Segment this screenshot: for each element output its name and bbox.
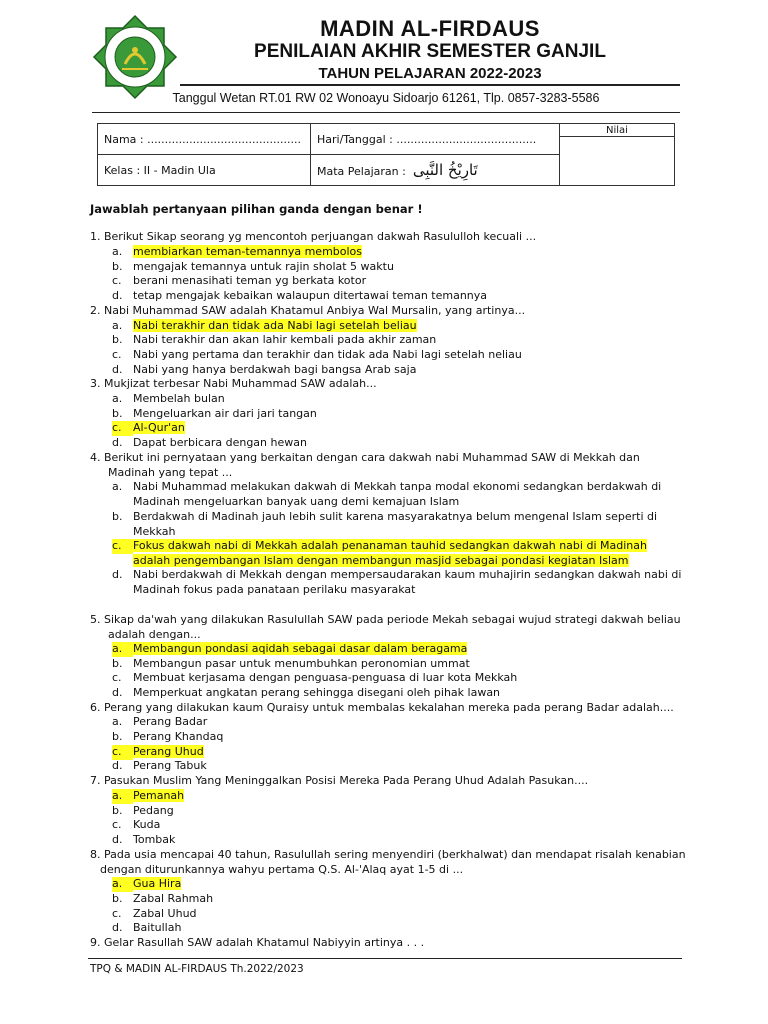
option-2b[interactable]: b. Nabi terakhir dan akan lahir kembali pada akhir zaman (112, 333, 437, 346)
nama-field[interactable]: Nama : ............................................ (104, 132, 301, 146)
kelas-cell (98, 155, 311, 186)
nama-cell[interactable] (98, 124, 311, 155)
question-2: 2. Nabi Muhammad SAW adalah Khatamul Anbiya Wal Mursalin, yang artinya... (90, 304, 526, 317)
hari-field[interactable]: Hari/Tanggal : ........................................ (317, 132, 537, 146)
question-5 (90, 613, 690, 642)
student-info-table (97, 123, 675, 186)
option-4c[interactable]: c. Fokus dakwah nabi di Mekkah adalah penanaman tauhid sedangkan dakwah nabi di Madinah adalah pengembangan Islam dengan membangun masjid sebagai pondasi kegiatan Islam (112, 539, 647, 567)
mapel-arabic: تَارِيْخُ النَّبِى (412, 161, 478, 179)
option-2c[interactable]: c. Nabi yang pertama dan terakhir dan tidak ada Nabi lagi setelah neliau (112, 348, 522, 361)
option-5c[interactable]: c. Membuat kerjasama dengan penguasa-penguasa di luar kota Mekkah (112, 671, 518, 684)
question-7: 7. Pasukan Muslim Yang Meninggalkan Posisi Mereka Pada Perang Uhud Adalah Pasukan.... (90, 774, 589, 787)
nilai-label: Nilai (560, 124, 675, 137)
option-7b[interactable]: b. Pedang (112, 804, 174, 817)
footer-text: TPQ & MADIN AL-FIRDAUS Th.2022/2023 (90, 963, 304, 975)
question-8-line2: dengan diturunkannya wahyu pertama Q.S. Al-'Alaq ayat 1-5 di ... (100, 862, 464, 876)
question-4 (90, 451, 690, 480)
option-3c[interactable]: c. Al-Qur'an (112, 421, 185, 434)
question-8-line1: 8. Pada usia mencapai 40 tahun, Rasulullah sering menyendiri (berkhalwat) dan mendapat risalah kenabian (90, 848, 686, 861)
question-4-line1: 4. Berikut ini pernyataan yang berkaitan dengan cara dakwah nabi Muhammad SAW di Mekkah dan (90, 451, 640, 464)
option-4d[interactable]: d. Nabi berdakwah di Mekkah dengan mempersaudarakan kaum muhajirin sedangkan dakwah nabi di Madinah fokus pada panataan perilaku masyarakat (112, 568, 682, 596)
mapel-cell (311, 155, 560, 186)
option-3d[interactable]: d. Dapat berbicara dengan hewan (112, 436, 307, 449)
option-8d[interactable]: d. Baitullah (112, 921, 182, 934)
option-6a[interactable]: a. Perang Badar (112, 715, 208, 728)
question-8 (90, 848, 690, 877)
footer-rule (88, 958, 682, 959)
option-7a[interactable]: a. Pemanah (112, 789, 185, 802)
option-8c[interactable]: c. Zabal Uhud (112, 907, 197, 920)
nilai-box[interactable] (560, 137, 675, 186)
question-3: 3. Mukjizat terbesar Nabi Muhammad SAW adalah... (90, 377, 377, 390)
option-8b[interactable]: b. Zabal Rahmah (112, 892, 214, 905)
option-2d[interactable]: d. Nabi yang hanya berdakwah bagi bangsa Arab saja (112, 363, 417, 376)
question-5-line1: 5. Sikap da'wah yang dilakukan Rasulullah SAW pada periode Mekah sebagai wujud strategi dakwah beliau (90, 613, 681, 626)
question-9: 9. Gelar Rasullah SAW adalah Khatamul Nabiyyin artinya . . . (90, 936, 425, 949)
question-6: 6. Perang yang dilakukan kaum Quraisy untuk membalas kekalahan mereka pada perang Badar adalah.... (90, 701, 674, 714)
kelas-label: Kelas : II - Madin Ula (104, 163, 216, 177)
option-3a[interactable]: a. Membelah bulan (112, 392, 225, 405)
option-4b[interactable]: b. Berdakwah di Madinah jauh lebih sulit karena masyarakatnya belum mengenal Islam seperti di Mekkah (112, 510, 658, 538)
option-5a[interactable]: a. Membangun pondasi aqidah sebagai dasar dalam beragama (112, 642, 468, 655)
address-rule (92, 112, 680, 113)
school-logo (92, 14, 178, 100)
question-5-line2: adalah dengan... (108, 627, 201, 641)
school-name: MADIN AL-FIRDAUS (320, 16, 540, 41)
school-address: Tanggul Wetan RT.01 RW 02 Wonoayu Sidoarjo 61261, Tlp. 0857-3283-5586 (172, 91, 600, 105)
option-6c[interactable]: c. Perang Uhud (112, 745, 204, 758)
exam-title: PENILAIAN AKHIR SEMESTER GANJIL (254, 41, 606, 62)
instruction-text: Jawablah pertanyaan pilihan ganda dengan benar ! (90, 202, 423, 216)
option-6d[interactable]: d. Perang Tabuk (112, 759, 207, 772)
hari-cell[interactable] (311, 124, 560, 155)
mapel-label: Mata Pelajaran : (317, 165, 406, 178)
option-1a[interactable]: a. membiarkan teman-temannya membolos (112, 245, 363, 258)
option-7c[interactable]: c. Kuda (112, 818, 161, 831)
option-3b[interactable]: b. Mengeluarkan air dari jari tangan (112, 407, 317, 420)
question-4-line2: Madinah yang tepat ... (108, 465, 233, 479)
option-8a[interactable]: a. Gua Hira (112, 877, 182, 890)
option-1c[interactable]: c. berani menasihati teman yg berkata kotor (112, 274, 367, 287)
header-rule (180, 84, 680, 86)
question-1: 1. Berikut Sikap seorang yg mencontoh perjuangan dakwah Rasululloh kecuali ... (90, 230, 537, 243)
option-7d[interactable]: d. Tombak (112, 833, 176, 846)
academic-year: TAHUN PELAJARAN 2022-2023 (318, 65, 542, 82)
option-4a[interactable]: a. Nabi Muhammad melakukan dakwah di Mekkah tanpa modal ekonomi sedangkan berdakwah di Madinah mengeluarkan banyak uang demi kemajuan Islam (112, 480, 662, 508)
option-1b[interactable]: b. mengajak temannya untuk rajin sholat 5 waktu (112, 260, 394, 273)
option-2a[interactable]: a. Nabi terakhir dan tidak ada Nabi lagi setelah beliau (112, 319, 417, 332)
option-5d[interactable]: d. Memperkuat angkatan perang sehingga disegani oleh pihak lawan (112, 686, 501, 699)
option-1d[interactable]: d. tetap mengajak kebaikan walaupun ditertawai teman temannya (112, 289, 488, 302)
option-5b[interactable]: b. Membangun pasar untuk menumbuhkan peronomian ummat (112, 657, 470, 670)
option-6b[interactable]: b. Perang Khandaq (112, 730, 224, 743)
